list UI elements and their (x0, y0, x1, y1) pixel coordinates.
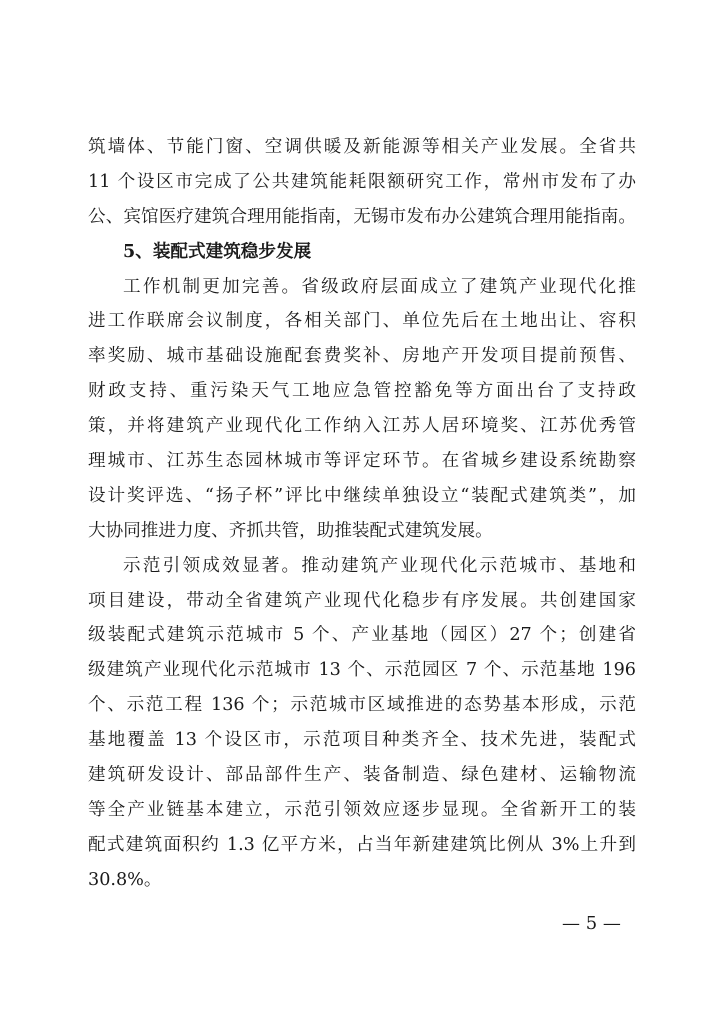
paragraph-line: 大协同推进力度、齐抓共管，助推装配式建筑发展。 (88, 520, 493, 541)
page-number: — 5 — (562, 913, 621, 934)
paragraph-line: 公、宾馆医疗建筑合理用能指南，无锡市发布办公建筑合理用能指南。 (88, 206, 636, 227)
paragraph-line: 30.8%。 (88, 869, 162, 890)
paragraph-line: 基地覆盖 13 个设区市，示范项目种类齐全、技术先进，装配式 (88, 730, 636, 751)
paragraph-line: 进工作联席会议制度，各相关部门、单位先后在土地出让、容积 (88, 311, 636, 332)
paragraph-line: 率奖励、城市基础设施配套费奖补、房地产开发项目提前预售、 (88, 346, 636, 367)
paragraph-line: 示范引领成效显著。推动建筑产业现代化示范城市、基地和 (123, 555, 636, 576)
paragraph-line: 理城市、江苏生态园林城市等评定环节。在省城乡建设系统勘察 (88, 451, 636, 472)
paragraph-line: 个、示范工程 136 个；示范城市区域推进的态势基本形成，示范 (88, 695, 636, 716)
paragraph-line: 11 个设区市完成了公共建筑能耗限额研究工作，常州市发布了办 (88, 171, 636, 192)
paragraph-line: 配式建筑面积约 1.3 亿平方米，占当年新建建筑比例从 3%上升到 (88, 834, 636, 855)
paragraph-line: 项目建设，带动全省建筑产业现代化稳步有序发展。共创建国家 (88, 590, 636, 611)
paragraph-line: 策，并将建筑产业现代化工作纳入江苏人居环境奖、江苏优秀管 (88, 416, 636, 437)
document-body (88, 130, 636, 898)
paragraph-line: 筑墙体、节能门窗、空调供暖及新能源等相关产业发展。全省共 (88, 137, 636, 157)
paragraph-line: 级装配式建筑示范城市 5 个、产业基地（园区）27 个；创建省 (88, 625, 636, 646)
section-heading: 5、装配式建筑稳步发展 (123, 240, 312, 262)
paragraph-line: 财政支持、重污染天气工地应急管控豁免等方面出台了支持政 (88, 381, 636, 402)
paragraph-line: 设计奖评选、“扬子杯”评比中继续单独设立“装配式建筑类”，加 (88, 485, 636, 506)
paragraph-line: 工作机制更加完善。省级政府层面成立了建筑产业现代化推 (123, 276, 636, 297)
paragraph-line: 级建筑产业现代化示范城市 13 个、示范园区 7 个、示范基地 196 (88, 660, 636, 681)
paragraph-line: 等全产业链基本建立，示范引领效应逐步显现。全省新开工的装 (88, 799, 636, 820)
paragraph-line: 建筑研发设计、部品部件生产、装备制造、绿色建材、运输物流 (88, 765, 636, 786)
